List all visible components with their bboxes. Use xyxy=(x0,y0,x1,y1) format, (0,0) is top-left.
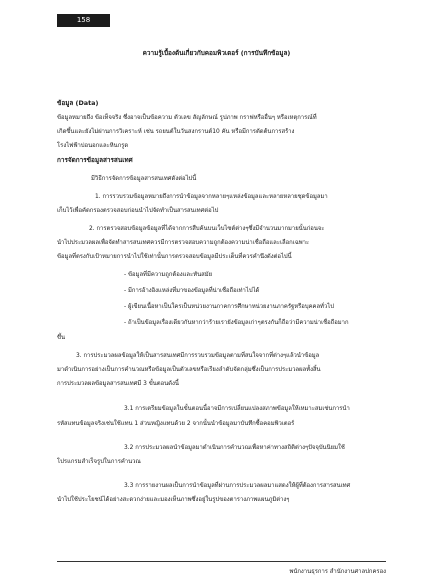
item2-line: นำไปประมวลผลเพื่อจัดทำสารสนเทศควรมีการตรวจสอบความถูกต้องความน่าเชื่อถือและเลือกเฉพาะ xyxy=(57,240,310,246)
item1-line: 1. การรวบรวมข้อมูลหมายถึงการนำข้อมูลจากหลายๆแหล่งข้อมูลและหลายหลายชุดข้อมูลมา xyxy=(95,194,328,200)
footer-rule xyxy=(57,561,386,562)
item3-line: มาดำเนินการอย่างเป็นการคำนวณหรือข้อมูลเป็นตัวเลขหรือเรียงลำดับจัดกลุ่มซึ่งเป็นการประมวลผลทั้งสิ้น xyxy=(57,367,321,373)
data-para-line: โรงไฟฟ้าบ่อนอกและหินกรูด xyxy=(57,143,129,149)
item3-1-line: รหัสแทนข้อมูลจริงเช่นใช้แทน 1 ส่วนหญิงแทนด้วย 2 จากนั้นนำข้อมูลมาบันทึกซื้อคอมพิวเตอร์ xyxy=(57,421,295,427)
check-point: - ข้อมูลที่มีความถูกต้องและทันสมัย xyxy=(124,272,213,278)
item3-line: การประมวลผลข้อมูลสารสนเทศมี 3 ขั้นตอนดังนี้ xyxy=(57,381,179,387)
data-para-line: เกิดขึ้นและยังไม่ผ่านการวิเคราะห์ เช่น รถยนต์ในวันสงกรานต์10 คัน หรือมีการตัดต้นการสร้าง xyxy=(57,129,295,135)
check-point: - ถ้าเป็นข้อมูลเรื่องเดียวกันหากว่าร้ายเรายังข้อมูลเก่าๆตรงกันก็ถือว่ามีความน่าเชื่อถือมาก xyxy=(124,320,349,326)
data-para-line: ข้อมูลหมายถึง ข้อเท็จจริง ซึ่งอาจเป็นข้อความ ตัวเลข สัญลักษณ์ รูปภาพ กราฟหรืออื่นๆ หรือเหตุการณ์ที่ xyxy=(57,115,317,121)
item2-line: 2. การตรวจสอบข้อมูลข้อมูลที่ได้จากการสืบค้นบนเว็บไซต์ต่างๆซึ่งมีจำนวนมากมายนั้นก่อนจะ xyxy=(89,226,325,232)
item3-1-line: 3.1 การเตรียมข้อมูลในขั้นตอนนี้อาจมีการเปลี่ยนแปลงสภาพข้อมูลให้เหมาะสมเช่นการนำ xyxy=(124,406,350,412)
footer-text: พนักงานธุรการ สำนักงานศาลปกครอง xyxy=(289,569,386,575)
item3-3-line: 3.3 การรายงานผลเป็นการนำข้อมูลที่ผ่านการประมวลผลมาแสดงให้ผู้ที่ต้องการสารสนเทศ xyxy=(124,483,351,489)
item1-line: เก็บไว้เพื่อคัดกรองตรวจสอบก่อนนำไปจัดทำเป็นสารสนเทศต่อไป xyxy=(57,208,219,214)
check-points-tail: ขึ้น xyxy=(57,335,66,341)
check-point: - มีการอ้างอิงแหล่งที่มาของข้อมูลที่น่าเชื่อถือเท่าไปได้ xyxy=(124,288,260,294)
item2-line: ข้อมูลที่ตรงกับเป้าหมายการนำไปใช้เท่านั้นการตรวจสอบข้อมูลมีประเด็นที่ควรคำนึงดังต่อไปนี้ xyxy=(57,254,292,260)
methods-intro: มีวิธีการจัดการข้อมูลสารสนเทศดังต่อไปนี้ xyxy=(91,176,197,182)
item3-line: 3. การประมวลผลข้อมูลให้เป็นสารสนเทศมีการรวบรวมข้อมูลตามที่สนใจจากที่ต่างๆแล้วนำข้อมูล xyxy=(76,353,320,359)
data-heading: ข้อมูล (Data) xyxy=(57,99,99,107)
item3-2-line: โปรแกรมสำเร็จรูปในการคำนวณ xyxy=(57,459,141,465)
item3-3-line: นำไปใช้ประโยชน์ได้อย่างสะดวกง่ายและมองเห็นภาพซึ่งอยู่ในรูปของตารางภาพแผนภูมิต่างๆ xyxy=(57,497,290,503)
management-heading: การจัดการข้อมูลสารสนเทศ xyxy=(57,156,133,164)
check-point: - ผู้เขียนเนื้อหาเป็นใครเป็นหน่วยงานภาคการศึกษาหน่วยงานภาครัฐหรือบุคคลทั่วไป xyxy=(124,304,334,310)
page-title: ความรู้เบื้องต้นเกี่ยวกับคอมพิวเตอร์ (การบันทึกข้อมูล) xyxy=(142,49,291,57)
item3-2-line: 3.2 การประมวลผลนำข้อมูลมาดำเนินการคำนวณเพื่อหาค่าทางสถิติต่างๆปัจจุบันนิยมใช้ xyxy=(124,445,345,451)
page-number: 158 xyxy=(57,14,110,27)
